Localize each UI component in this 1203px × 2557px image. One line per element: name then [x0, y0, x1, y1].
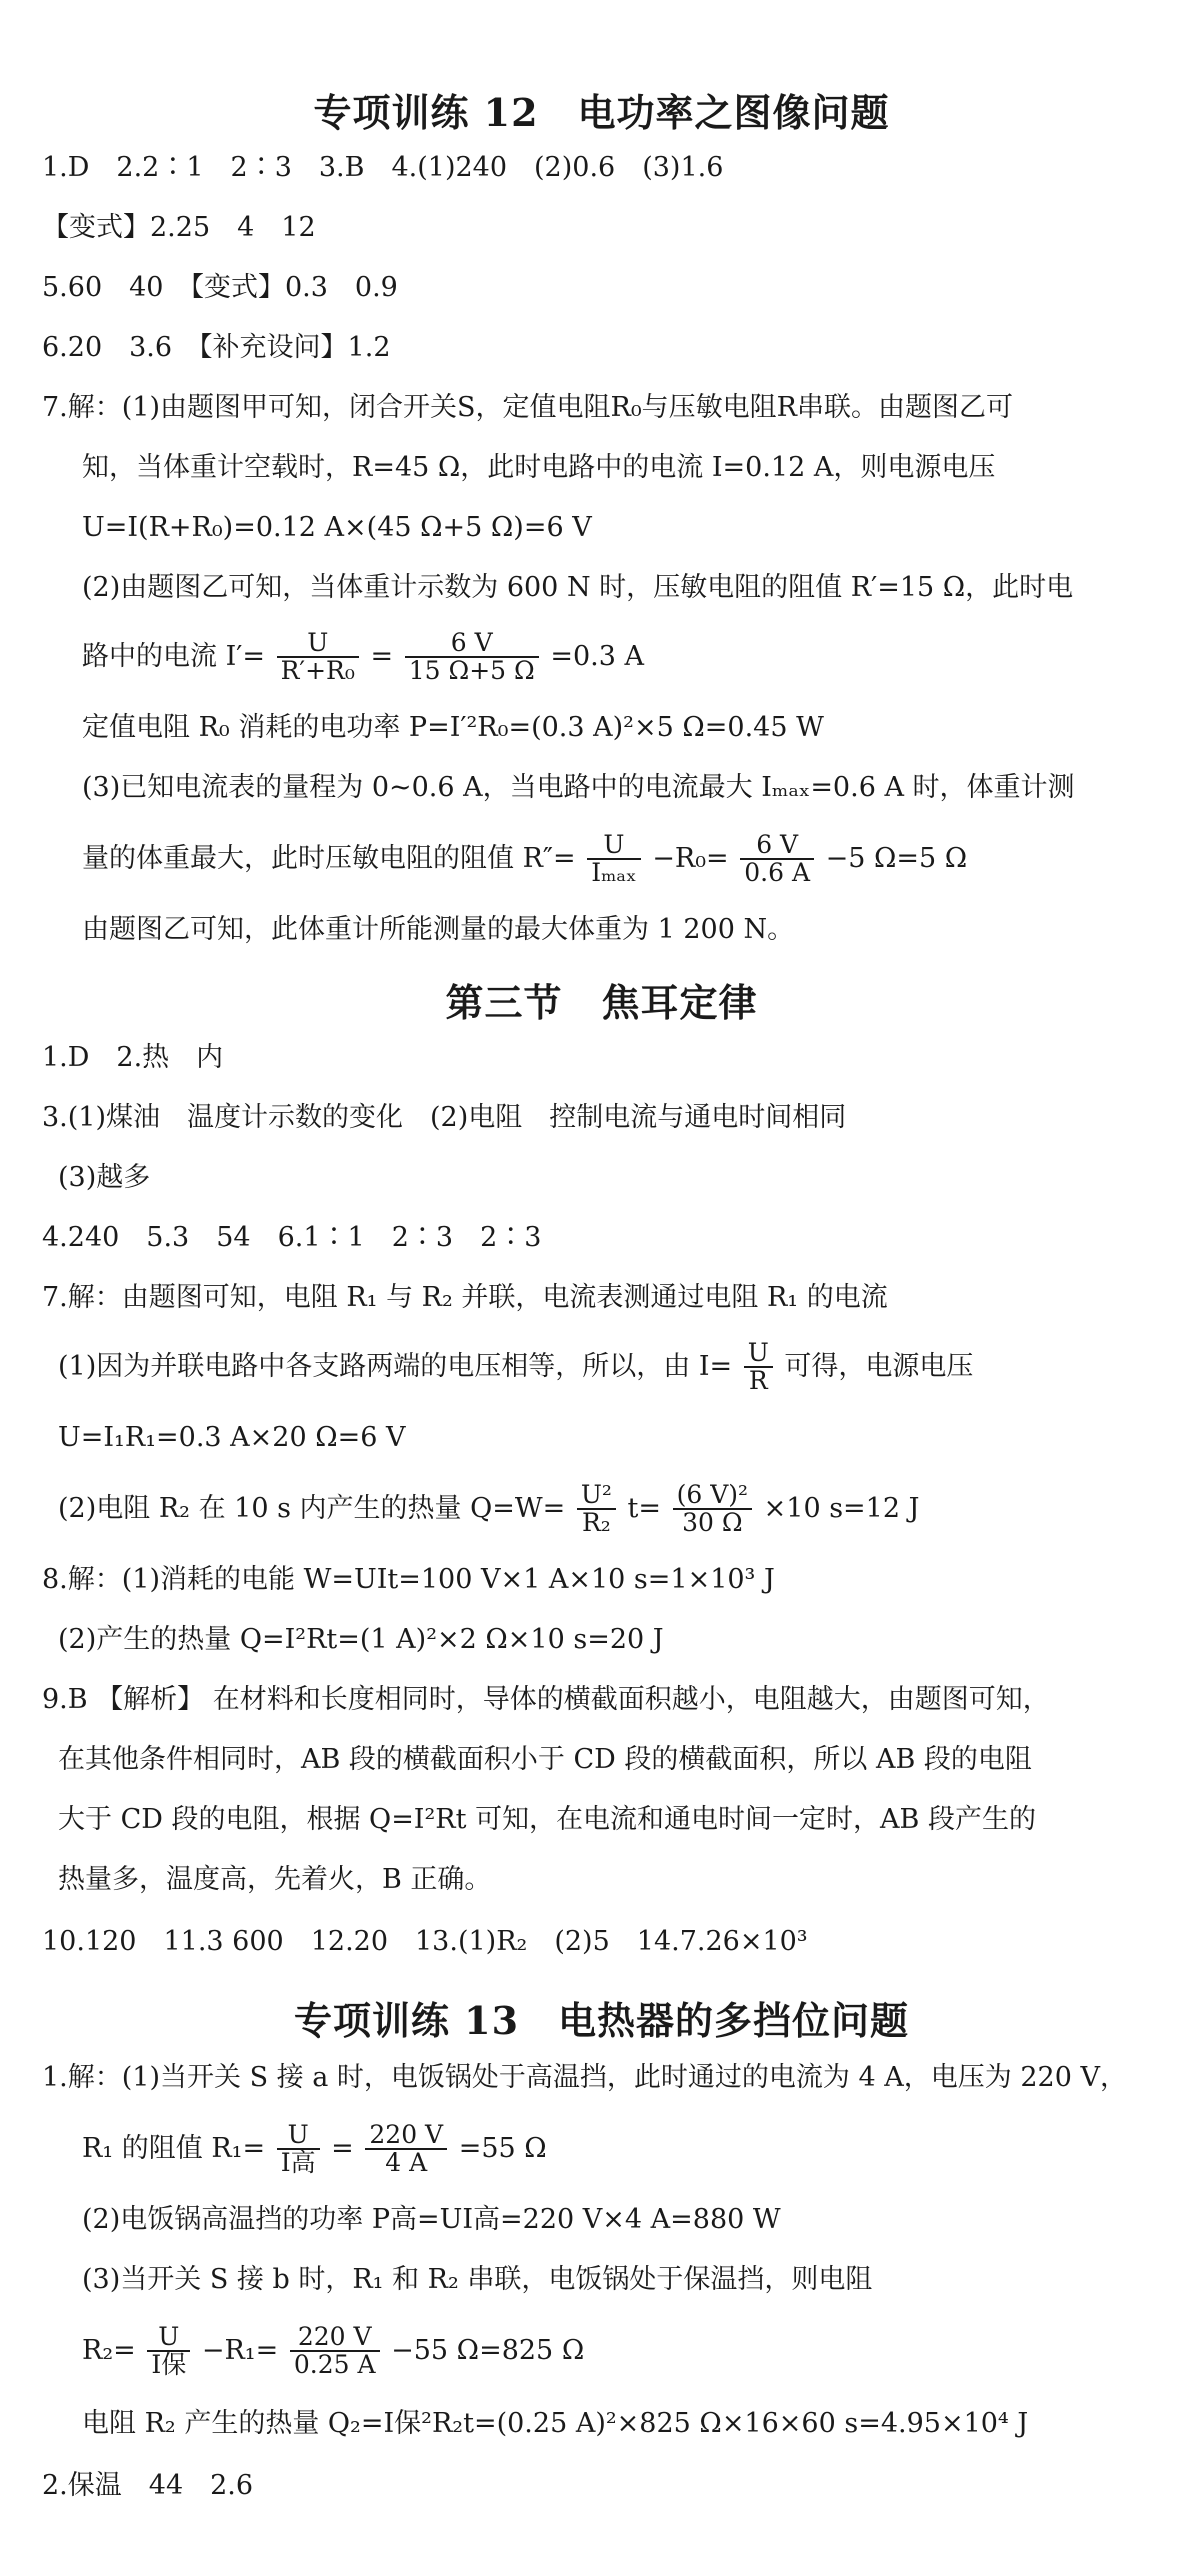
formula-text: 可得，电源电压 — [784, 1350, 974, 1382]
formula-text: −R₁= — [201, 2334, 279, 2366]
solution-line: (3)当开关 S 接 b 时，R₁ 和 R₂ 串联，电饭锅处于保温挡，则电阻 — [82, 2264, 873, 2295]
numerator: U — [277, 630, 359, 658]
numerator: 6 V — [740, 832, 814, 860]
answer-line: (3)越多 — [58, 1162, 151, 1193]
formula-text: R₁ 的阻值 R₁= — [82, 2132, 266, 2164]
formula-text: = — [331, 2132, 354, 2164]
solution-line: 知，当体重计空载时，R=45 Ω，此时电路中的电流 I=0.12 A，则电源电压 — [82, 452, 996, 483]
solution-line: 7.解：由题图可知，电阻 R₁ 与 R₂ 并联，电流表测通过电阻 R₁ 的电流 — [42, 1282, 888, 1313]
fraction — [740, 832, 814, 887]
formula-text: =55 Ω — [458, 2132, 547, 2164]
section-title-training-12: 专项训练 12 电功率之图像问题 — [313, 90, 890, 135]
numerator: U — [277, 2122, 320, 2150]
fraction — [405, 630, 539, 685]
fraction — [577, 1482, 616, 1537]
solution-line: 大于 CD 段的电阻，根据 Q=I²Rt 可知，在电流和通电时间一定时，AB 段产生的 — [58, 1804, 1036, 1835]
formula-text: ×10 s=12 J — [763, 1492, 920, 1524]
denominator: Iₘₐₓ — [591, 858, 637, 888]
formula-text: (2)电阻 R₂ 在 10 s 内产生的热量 Q=W= — [58, 1492, 566, 1524]
solution-line: (3)已知电流表的量程为 0~0.6 A，当电路中的电流最大 Iₘₐₓ=0.6 A 时，体重计测 — [82, 772, 1075, 803]
formula-text: −R₀= — [652, 842, 729, 874]
section-title-training-13: 专项训练 13 电热器的多挡位问题 — [293, 1998, 910, 2043]
numerator: 220 V — [290, 2324, 380, 2352]
answer-line: 1.D 2.热 内 — [42, 1042, 224, 1073]
solution-formula-line — [82, 832, 967, 887]
numerator: 220 V — [365, 2122, 447, 2150]
solution-line: (2)由题图乙可知，当体重计示数为 600 N 时，压敏电阻的阻值 R′=15 Ω，此时电 — [82, 572, 1074, 603]
section-title-joule-law: 第三节 焦耳定律 — [445, 980, 758, 1025]
answer-line: 2.保温 44 2.6 — [42, 2470, 254, 2501]
fraction — [290, 2324, 380, 2379]
solution-line: (2)电饭锅高温挡的功率 P高=UI高=220 V×4 A=880 W — [82, 2204, 781, 2235]
solution-formula-line — [82, 2324, 584, 2379]
fraction — [673, 1482, 752, 1537]
numerator: 6 V — [405, 630, 539, 658]
solution-line: 由题图乙可知，此体重计所能测量的最大体重为 1 200 N。 — [82, 914, 795, 945]
solution-line: 电阻 R₂ 产生的热量 Q₂=I保²R₂t=(0.25 A)²×825 Ω×16×60 s=4.95×10⁴ J — [82, 2408, 1029, 2439]
solution-line: 热量多，温度高，先着火，B 正确。 — [58, 1864, 492, 1895]
solution-line: (2)产生的热量 Q=I²Rt=(1 A)²×2 Ω×10 s=20 J — [58, 1624, 664, 1655]
solution-line: U=I₁R₁=0.3 A×20 Ω=6 V — [58, 1422, 406, 1453]
numerator: U — [587, 832, 640, 860]
formula-text: 量的体重最大，此时压敏电阻的阻值 R″= — [82, 842, 576, 874]
denominator: I高 — [280, 2148, 316, 2178]
answer-line: 3.(1)煤油 温度计示数的变化 (2)电阻 控制电流与通电时间相同 — [42, 1102, 847, 1133]
solution-line: 9.B 【解析】 在材料和长度相同时，导体的横截面积越小，电阻越大，由题图可知， — [42, 1684, 1050, 1715]
formula-text: −5 Ω=5 Ω — [825, 842, 968, 874]
formula-text: =0.3 A — [550, 640, 644, 672]
formula-text: −55 Ω=825 Ω — [391, 2334, 585, 2366]
fraction — [277, 2122, 320, 2177]
answer-line: 6.20 3.6 【补充设问】1.2 — [42, 332, 391, 363]
solution-formula-line — [82, 630, 644, 685]
solution-line: U=I(R+R₀)=0.12 A×(45 Ω+5 Ω)=6 V — [82, 512, 592, 543]
formula-text: 路中的电流 I′= — [82, 640, 266, 672]
fraction — [744, 1340, 773, 1395]
denominator: 15 Ω+5 Ω — [408, 656, 535, 686]
fraction — [277, 630, 359, 685]
solution-line: 7.解：(1)由题图甲可知，闭合开关S，定值电阻R₀与压敏电阻R串联。由题图乙可 — [42, 392, 1013, 423]
formula-text: (1)因为并联电路中各支路两端的电压相等，所以，由 I= — [58, 1350, 733, 1382]
solution-formula-line — [58, 1340, 973, 1395]
solution-formula-line — [82, 2122, 547, 2177]
denominator: 30 Ω — [682, 1508, 743, 1538]
fraction — [365, 2122, 447, 2177]
formula-text: t= — [627, 1492, 662, 1524]
solution-line: 定值电阻 R₀ 消耗的电功率 P=I′²R₀=(0.3 A)²×5 Ω=0.45 W — [82, 712, 824, 743]
formula-text: = — [370, 640, 394, 672]
denominator: R′+R₀ — [280, 656, 355, 686]
answer-line: 5.60 40 【变式】0.3 0.9 — [42, 272, 398, 303]
numerator: U — [744, 1340, 773, 1368]
denominator: 4 A — [385, 2148, 428, 2178]
fraction — [147, 2324, 190, 2379]
answer-line: 【变式】2.25 4 12 — [42, 212, 316, 243]
answer-line: 1.D 2.2∶1 2∶3 3.B 4.(1)240 (2)0.6 (3)1.6 — [42, 152, 724, 183]
solution-line: 8.解：(1)消耗的电能 W=UIt=100 V×1 A×10 s=1×10³ J — [42, 1564, 775, 1595]
answer-line: 4.240 5.3 54 6.1∶1 2∶3 2∶3 — [42, 1222, 542, 1253]
solution-line: 1.解：(1)当开关 S 接 a 时，电饭锅处于高温挡，此时通过的电流为 4 A，电压为 220 V， — [42, 2062, 1127, 2093]
solution-formula-line — [58, 1482, 919, 1537]
numerator: (6 V)² — [673, 1482, 752, 1510]
numerator: U — [147, 2324, 190, 2352]
solution-line: 在其他条件相同时，AB 段的横截面积小于 CD 段的横截面积，所以 AB 段的电阻 — [58, 1744, 1032, 1775]
numerator: U² — [577, 1482, 616, 1510]
denominator: I保 — [151, 2350, 187, 2380]
denominator: R₂ — [581, 1508, 611, 1538]
answer-line: 10.120 11.3 600 12.20 13.(1)R₂ (2)5 14.7.26×10³ — [42, 1926, 808, 1957]
formula-text: R₂= — [82, 2334, 136, 2366]
fraction — [587, 832, 640, 887]
denominator: R — [748, 1366, 768, 1396]
denominator: 0.25 A — [293, 2350, 376, 2380]
denominator: 0.6 A — [744, 858, 811, 888]
